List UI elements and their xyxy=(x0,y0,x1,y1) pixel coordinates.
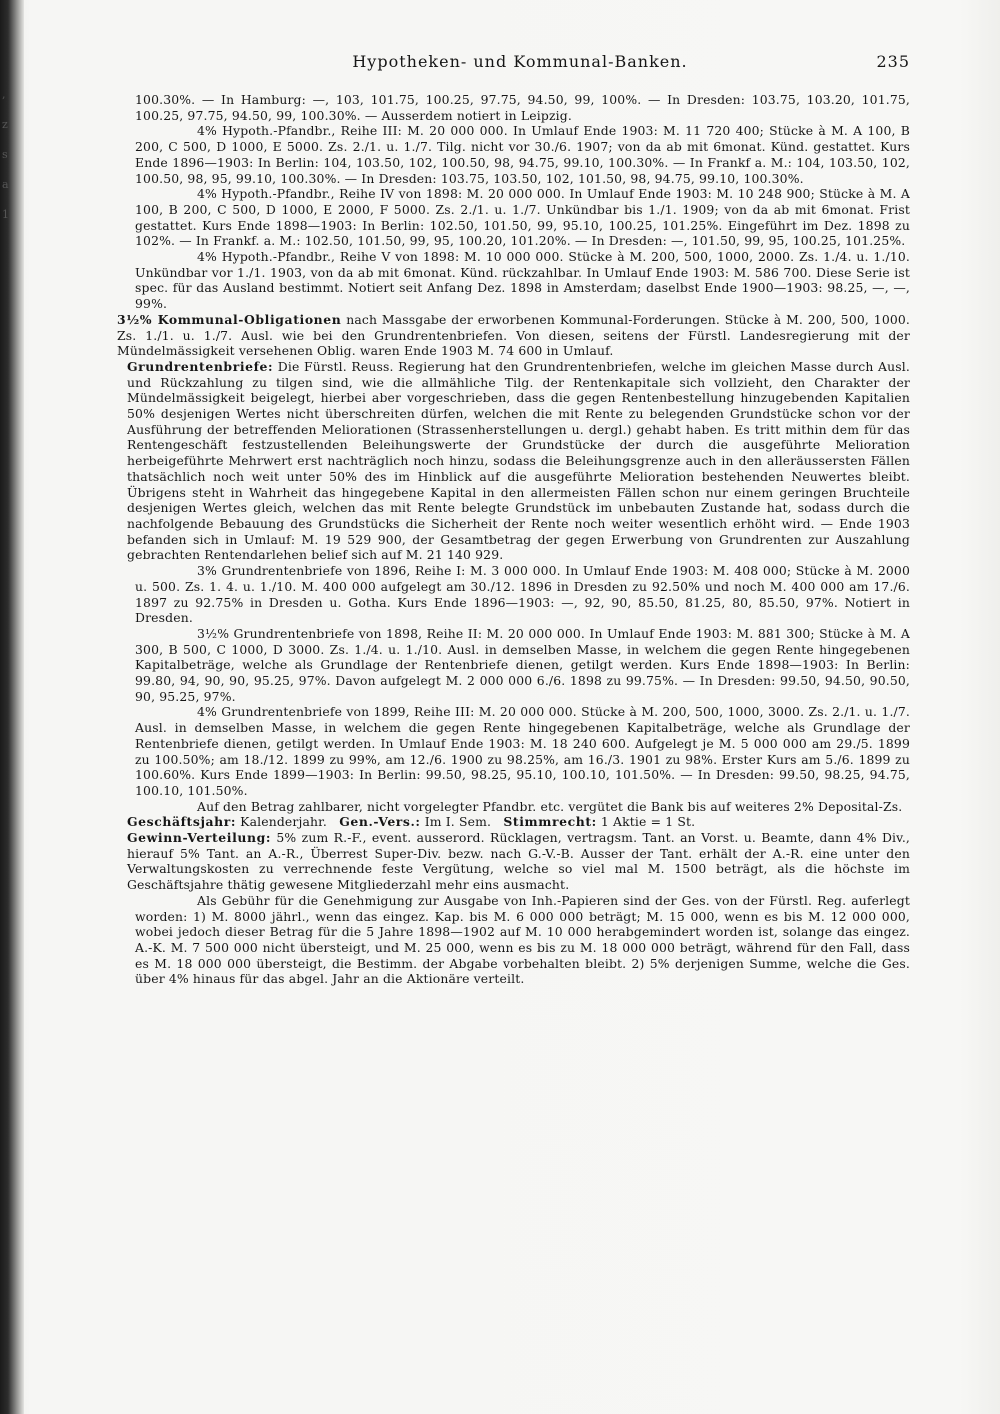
paragraph-text: Kalenderjahr. xyxy=(240,814,327,830)
gutter-mark: s xyxy=(2,148,8,161)
paragraph-text: Die Fürstl. Reuss. Regierung hat den Grundrentenbriefen, welche im gleichen Masse durch Ausl. und Rückzahlung zu tilgen sind, wie die allmähliche Tilg. der Rentenkapitale sich vollzieht, den Charakter der Mündelmässigkeit beigelegt, hierbei aber vorgeschrieben, dass die gegen Rentenbestellung hinzugebenden Kapitalien 50% desjenigen Wertes nicht überschreiten dürfen, welchen die mit Rente zu belegenden Grundstücke schon vor der Ausführung der betreffenden Meliorationen (Strassenherstellungen u. dergl.) gehabt haben. Es tritt mithin dem für das Rentengeschäft festzustellenden Beleihungswerte der Grundstücke der durch die ausgeführte Melioration herbeigeführte Mehrwert erst nachträglich noch hinzu, sodass die Beleihungsgrenze auch in den alleräussersten Fällen thatsächlich noch weit unter 50% des im Hinblick auf die ausgeführte Melioration bestehenden Neuwertes bleibt. Übrigens steht in Wahrheit das hingegebene Kapital in den allermeisten Fällen schon nur einem geringen Bruchteile desjenigen Wertes gleich, welchen das mit Rente belegte Grundstück im unbebauten Zustande hat, sodass durch die nachfolgende Bebauung des Grundstücks die Sicherheit der Rente noch weiter wesentlich erhöht wird. — Ende 1903 befanden sich in Umlauf: M. 19 529 900, der Gesamtbetrag der gegen Erwerbung von Grundrenten zur Auszahlung gebrachten Rentendarlehen belief sich auf M. 21 140 929. xyxy=(127,358,910,563)
body-text xyxy=(117,92,911,987)
paragraph: 100.30%. — In Hamburg: —, 103, 101.75, 100.25, 97.75, 94.50, 99, 100%. — In Dresden: 103.75, 103.20, 101.75, 100.25, 97.75, 94.50, 99, 100.30%. — Ausserdem notiert in Leipzig. xyxy=(135,92,910,123)
gutter-mark: , xyxy=(2,88,6,101)
paragraph: 4% Hypoth.-Pfandbr., Reihe V von 1898: M. 10 000 000. Stücke à M. 200, 500, 1000, 2000. Zs. 1./4. u. 1./10. Unkündbar vor 1./1. 1903, von da ab mit 6monat. Künd. rückzahlbar. In Umlauf Ende 1903: M. 586 700. Diese Serie ist spec. für das Ausland bestimmt. Notiert seit Anfang Dez. 1898 in Amsterdam; daselbst Ende 1900—1903: 98.25, —, —, 99%. xyxy=(135,249,910,312)
paragraph-geschaeftsjahr xyxy=(127,814,910,830)
section-heading: Gewinn-Verteilung: xyxy=(127,830,272,846)
page-number: 235 xyxy=(876,52,910,71)
paragraph-gewinn-verteilung xyxy=(127,830,910,893)
paragraph-text: nach Massgabe der erworbenen Kommunal-Forderungen. Stücke à M. 200, 500, 1000. Zs. 1./1. u. 1./7. Ausl. wie bei den Grundrentenbriefen. Von diesen, seitens der Fürstl. Landesregierung mit der Mündelmässigkeit versehenen Oblig. waren Ende 1903 M. 74 600 in Umlauf. xyxy=(117,311,911,359)
gutter-mark: z xyxy=(2,118,8,131)
section-heading: Grundrentenbriefe: xyxy=(127,358,274,374)
paragraph: Als Gebühr für die Genehmigung zur Ausgabe von Inh.-Papieren sind der Ges. von der Fürstl. Reg. auferlegt worden: 1) M. 8000 jährl., wenn das eingez. Kap. bis M. 6 000 000 beträgt; M. 15 000, wenn es bis M. 12 000 000, wobei jedoch dieser Betrag für die 5 Jahre 1898—1902 auf M. 10 000 herabgemindert worden ist, solange das eingez. A.-K. M. 7 500 000 nicht übersteigt, und M. 25 000, wenn es bis zu M. 18 000 000 beträgt, während für den Fall, dass es M. 18 000 000 übersteigt, die Bestimm. der Abgabe vorbehalten bleibt. 2) 5% derjenigen Summe, welche die Ges. über 4% hinaus für das abgel. Jahr an die Aktionäre verteilt. xyxy=(135,892,910,987)
header-title: Hypotheken- und Kommunal-Banken. xyxy=(352,52,688,71)
paragraph: 4% Hypoth.-Pfandbr., Reihe III: M. 20 000 000. In Umlauf Ende 1903: M. 11 720 400; Stücke à M. A 100, B 200, C 500, D 1000, E 5000. Zs. 2./1. u. 1./7. Tilg. nicht vor 30./6. 1907; von da ab mit 6monat. Künd. gestattet. Kurs Ende 1896—1903: In Berlin: 104, 103.50, 102, 100.50, 98, 94.75, 99.10, 100.30%. — In Frankf a. M.: 104, 103.50, 102, 100.50, 98, 95, 99.10, 100.30%. — In Dresden: 103.75, 103.50, 102, 101.50, 98, 94.75, 99.10, 100.30%. xyxy=(135,123,910,186)
paragraph-grundrentenbriefe xyxy=(127,359,910,563)
paragraph: 3% Grundrentenbriefe von 1896, Reihe I: M. 3 000 000. In Umlauf Ende 1903: M. 408 000; Stücke à M. 2000 u. 500. Zs. 1. 4. u. 1./10. M. 400 000 aufgelegt am 30./12. 1896 in Dresden zu 92.50% und noch M. 400 000 am 17./6. 1897 zu 92.75% in Dresden u. Gotha. Kurs Ende 1896—1903: —, 92, 90, 85.50, 81.25, 80, 85.50, 97%. Notiert in Dresden. xyxy=(135,563,910,626)
section-heading: Gen.-Vers.: xyxy=(339,814,421,830)
paragraph: 3½% Grundrentenbriefe von 1898, Reihe II: M. 20 000 000. In Umlauf Ende 1903: M. 881 300; Stücke à M. A 300, B 500, C 1000, D 3000. Zs. 1./4. u. 1./10. Ausl. in demselben Masse, in welchem die gegen Rente hingegebenen Kapitalbeträge, welche als Grundlage der Rentenbriefe dienen, getilgt werden. Kurs Ende 1898—1903: In Berlin: 99.80, 94, 90, 90, 95.25, 97%. Davon aufgelegt M. 2 000 000 6./6. 1898 zu 99.75%. — In Dresden: 99.50, 94.50, 90.50, 90, 95.25, 97%. xyxy=(135,625,910,704)
gutter-mark: 1 xyxy=(2,208,9,221)
gutter-marks xyxy=(2,80,12,230)
book-gutter xyxy=(0,0,24,1414)
running-header xyxy=(130,50,910,78)
paragraph-text: 5% zum R.-F., event. ausserord. Rücklagen, vertragsm. Tant. an Vorst. u. Beamte, dann 4% Div., hierauf 5% Tant. an A.-R., Überrest Super-Div. bezw. nach G.-V.-B. Ausser der Tant. erhält der A.-R. eine unter den Verwaltungskosten zu verrechnende feste Vergütung, welche so viel mal M. 1500 beträgt, als die höchste im Geschäftsjahre thätig gewesene Mitgliederzahl mehr eins ausmacht. xyxy=(127,830,910,893)
paragraph: 4% Grundrentenbriefe von 1899, Reihe III: M. 20 000 000. Stücke à M. 200, 500, 1000, 3000. Zs. 2./1. u. 1./7. Ausl. in demselben Masse, in welchem die gegen Rente hingegebenen Kapitalbeträge, welche als Grundlage der Rentenbriefe dienen, getilgt werden. In Umlauf Ende 1903: M. 18 240 600. Aufgelegt je M. 5 000 000 am 29./5. 1899 zu 100.50%; am 18./12. 1899 zu 99%, am 12./6. 1900 zu 98.25%, am 16./3. 1901 zu 98%. Erster Kurs am 5./6. 1899 zu 100.60%. Kurs Ende 1899—1903: In Berlin: 99.50, 98.25, 95.10, 100.10, 101.50%. — In Dresden: 99.50, 98.25, 94.75, 100.10, 101.50%. xyxy=(135,704,910,798)
section-heading: Stimmrecht: xyxy=(503,814,597,830)
gutter-mark: a xyxy=(2,178,9,191)
paragraph: Auf den Betrag zahlbarer, nicht vorgelegter Pfandbr. etc. vergütet die Bank bis auf weiteres 2% Deposital-Zs. xyxy=(197,798,903,814)
section-heading: 3½% Kommunal-Obligationen xyxy=(117,311,342,327)
paragraph-text: 1 Aktie = 1 St. xyxy=(600,814,696,830)
paragraph: 4% Hypoth.-Pfandbr., Reihe IV von 1898: M. 20 000 000. In Umlauf Ende 1903: M. 10 248 900; Stücke à M. A 100, B 200, C 500, D 1000, E 2000, F 5000. Zs. 2./1. u. 1./7. Unkündbar bis 1./1. 1909; von da ab mit 6monat. Frist gestattet. Kurs Ende 1898—1903: In Berlin: 102.50, 101.50, 99, 95.10, 100.25, 101.25%. Eingeführt im Dez. 1898 zu 102%. — In Frankf. a. M.: 102.50, 101.50, 99, 95, 100.20, 101.20%. — In Dresden: —, 101.50, 99, 95, 100.25, 101.25%. xyxy=(135,186,910,249)
paragraph-text: Im I. Sem. xyxy=(424,814,492,830)
section-heading: Geschäftsjahr: xyxy=(127,814,237,830)
paragraph-kommunal-obligationen xyxy=(117,312,910,359)
